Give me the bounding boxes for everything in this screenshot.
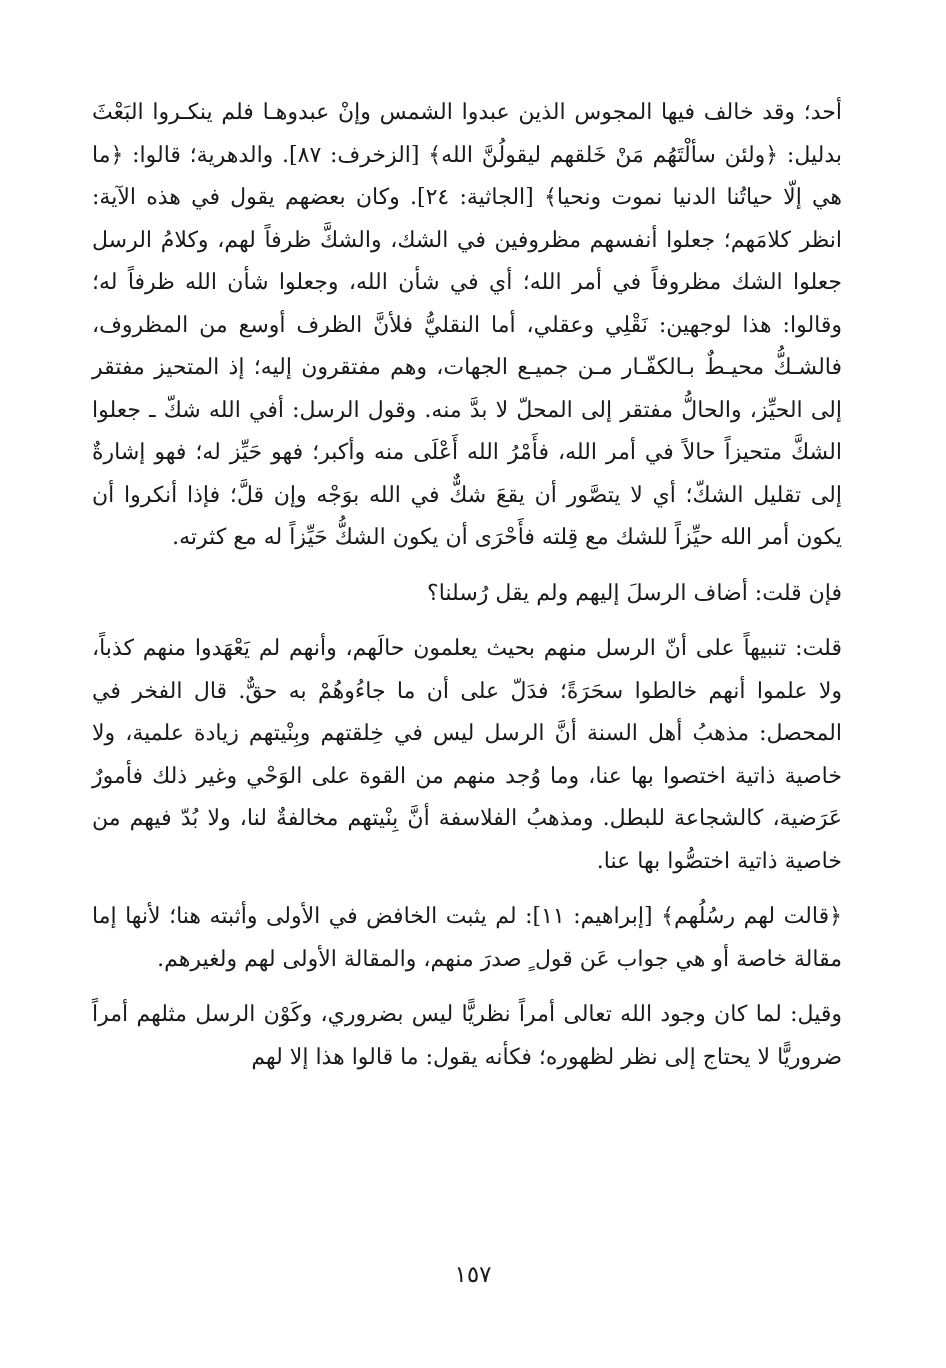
page-body: [92, 92, 842, 1079]
paragraph-4: ﴿قالت لهم رسُلُهم﴾ [إبراهيم: ١١]: لم يثبت الخافض في الأولى وأثبته هنا؛ لأنها إما مقالة خاصة أو هي جواب عَن قول ٍ صدرَ منهم، والمقالة الأولى لهم ولغيرهم.: [92, 904, 842, 972]
paragraph-3: قلت: تنبيهاً على أنّ الرسل منهم بحيث يعلمون حالَهم، وأنهم لم يَعْهَدوا منهم كذباً، ولا علموا أنهم خالطوا سحَرَةً؛ فدَلّ على أن ما جاءُوهُمْ به حقٌّ. قال الفخر في المحصل: مذهبُ أهل السنة أنَّ الرسل ليس في خِلقتهم وبِنْيتهم زيادة علمية، ولا خاصية ذاتية اختصوا بها عنا، وما وُجد منهم من القوة على الوَحْي وغير ذلك فأمورٌ عَرَضية، كالشجاعة للبطل. ومذهبُ الفلاسفة أنَّ بِنْيتهم مخالفةٌ لنا، ولا بُدّ فيهم من خاصية ذاتية اختصُّوا بها عنا.: [92, 636, 842, 874]
paragraph-2: فإن قلت: أضاف الرسلَ إليهم ولم يقل رُسلنا؟: [427, 580, 842, 606]
page-number: ١٥٧: [454, 1262, 492, 1288]
paragraph-1: أحد؛ وقد خالف فيها المجوس الذين عبدوا الشمس وإنْ عبدوهـا فلم ينكـروا البَعْثَ بدليل: ﴿ولئن سألْتَهُم مَنْ خَلقهم ليقولُنَّ الله﴾ [الزخرف: ٨٧]. والدهرية؛ قالوا: ﴿ما هي إلّا حياتُنا الدنيا نموت ونحيا﴾ [الجاثية: ٢٤]. وكان بعضهم يقول في هذه الآية: انظر كلامَهم؛ جعلوا أنفسهم مظروفين في الشك، والشكَّ ظرفاً لهم، وكلامُ الرسل جعلوا الشك مظروفاً في أمر الله؛ أي في شأن الله، وجعلوا شأن الله ظرفاً له؛ وقالوا: هذا لوجهين: نَقْلِي وعقلي، أما النقليُّ فلأنَّ الظرف أوسع من المظروف، فالشـكُّ محيـطٌ بـالكفّـار مـن جميـع الجهات، وهم مفتقرون إليه؛ إذ المتحيز مفتقر إلى الحيِّز، والحالُّ مفتقر إلى المحلّ لا بدَّ منه. وقول الرسل: أفي الله شكّ ـ جعلوا الشكَّ متحيزاً حالاً في أمر الله، فأَمْرُ الله أَعْلَى منه وأكبر؛ فهو حَيِّز له؛ فهو إشارةٌ إلى تقليل الشكّ؛ أي لا يتصَّور أن يقعَ شكٌّ في الله بوَجْه وإن قلَّ؛ فإذا أنكروا أن يكون أمر الله حيِّزاً للشك مع قِلته فأَحْرَى أن يكون الشكُّ حَيِّزاً له مع كثرته.: [92, 100, 842, 550]
paragraph-5: وقيل: لما كان وجود الله تعالى أمراً نظريًّا ليس بضروري، وكَوْن الرسل مثلهم أمراً ضروريًّا لا يحتاج إلى نظر لظهوره؛ فكأنه يقول: ما قالوا هذا إلا لهم: [92, 1002, 842, 1070]
